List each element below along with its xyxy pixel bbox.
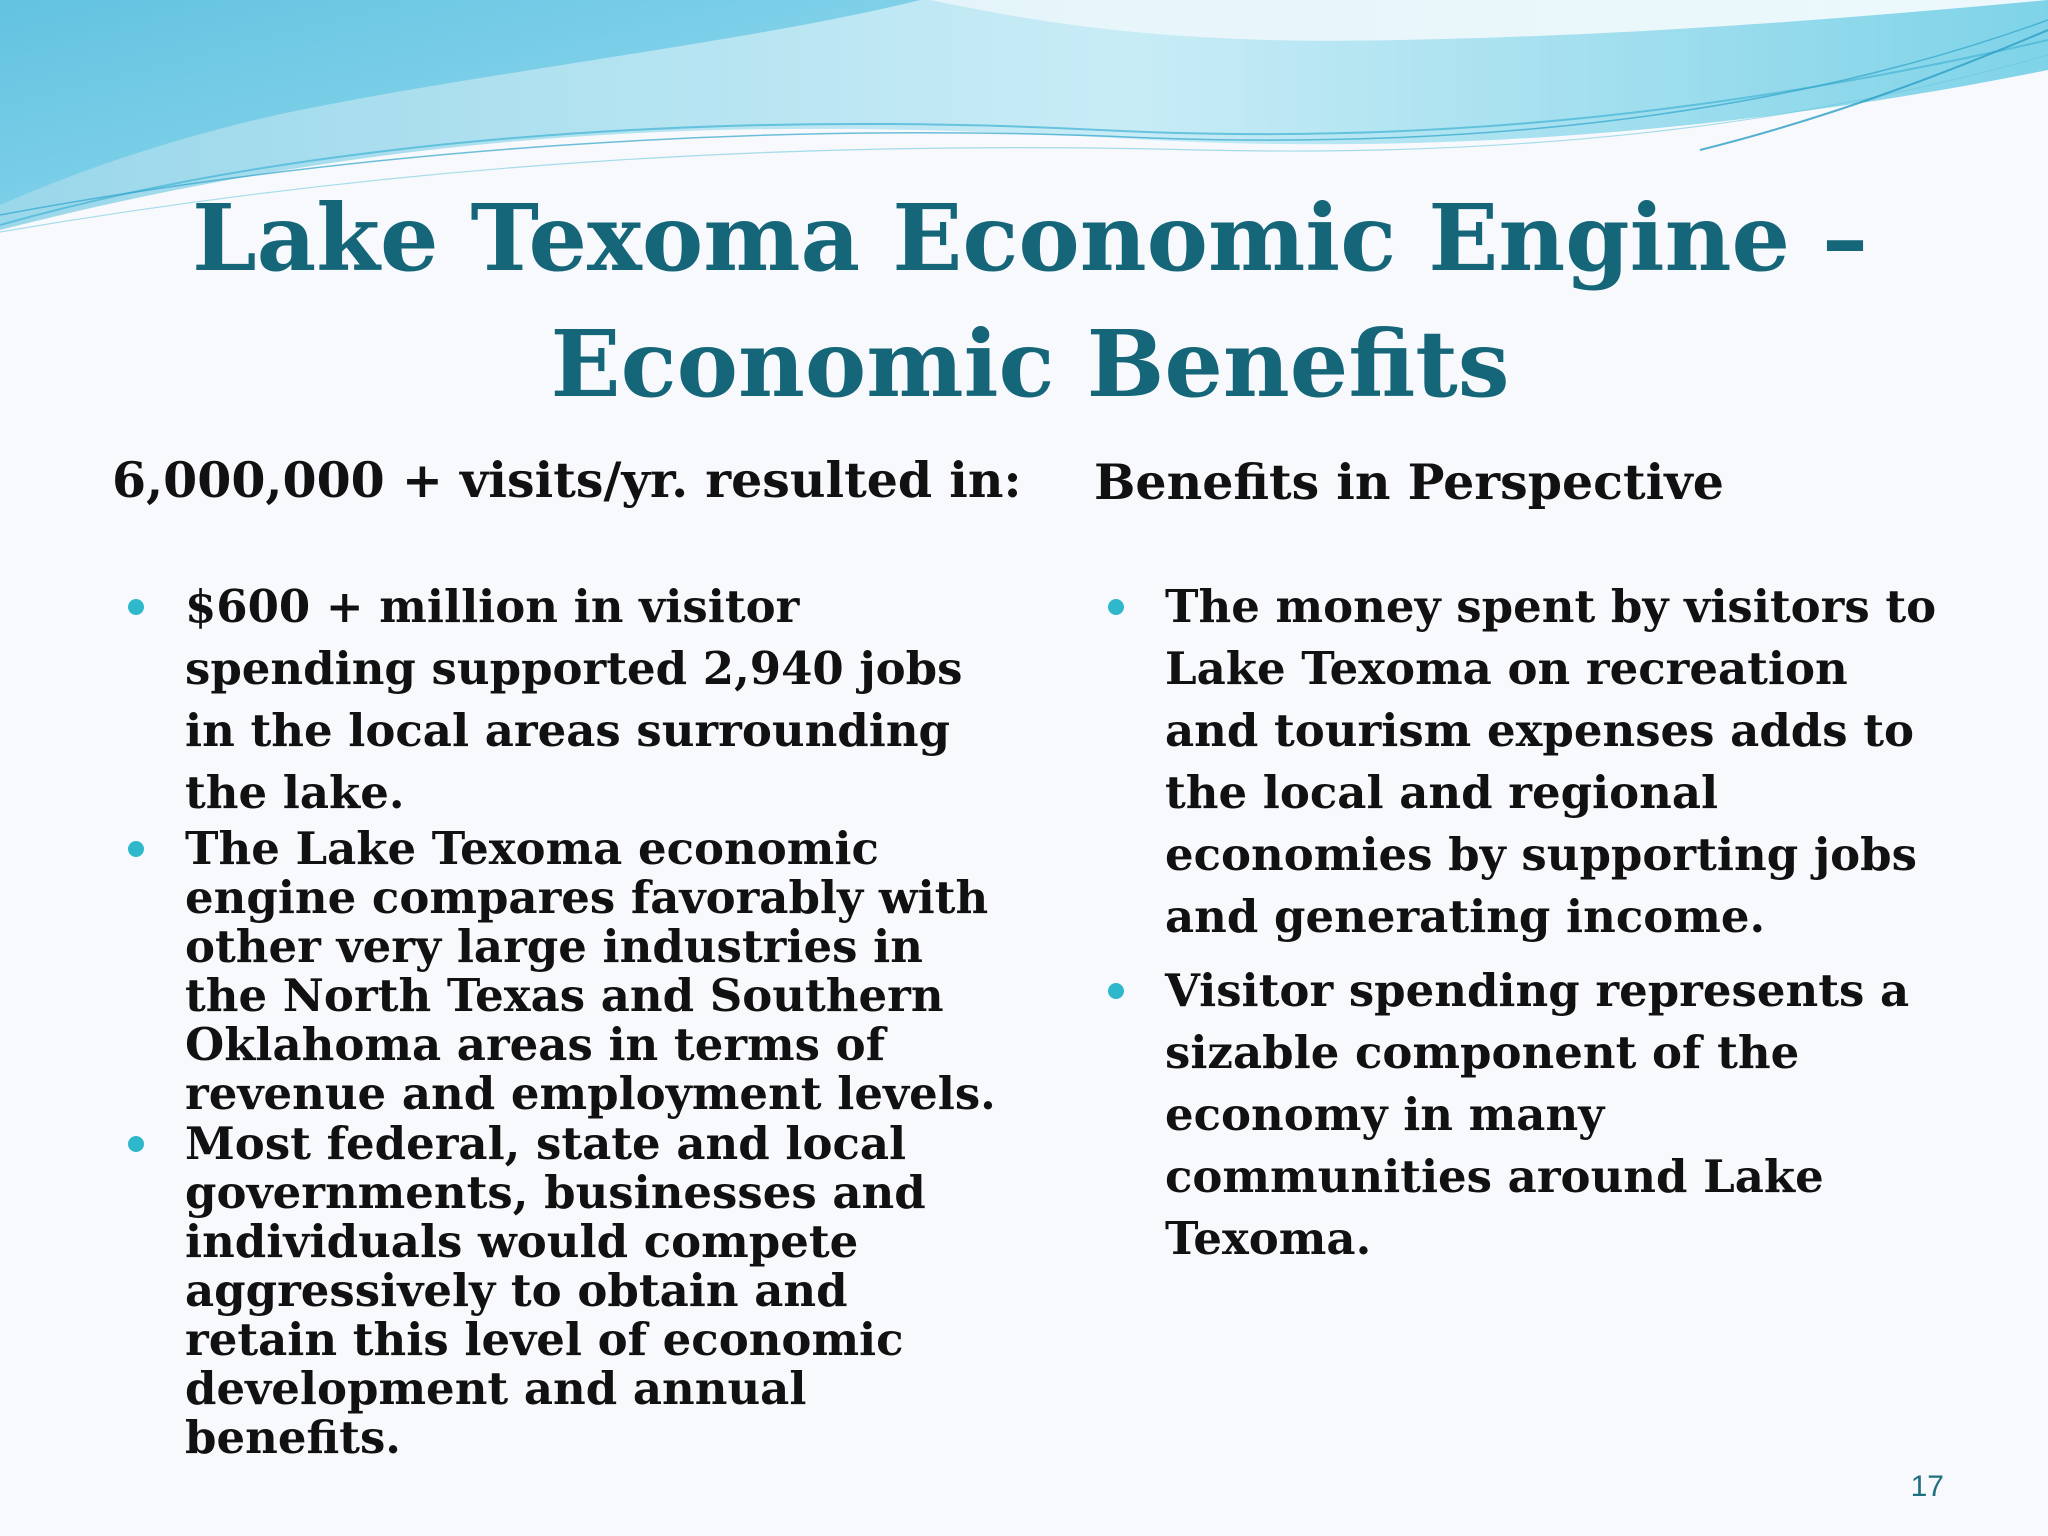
right-bullet-2 bbox=[1090, 960, 1940, 1270]
bullet-dot-icon bbox=[1108, 599, 1124, 615]
slide-title bbox=[120, 175, 1940, 427]
left-column bbox=[110, 450, 1022, 1464]
title-line-1: Lake Texoma Economic Engine – bbox=[191, 184, 1869, 292]
left-bullet-1-text: $600 + million in visitor spending supported 2,940 jobs in the local areas surrounding the lake. bbox=[185, 580, 963, 819]
bullet-dot-icon bbox=[1108, 983, 1124, 999]
right-column-heading: Benefits in Perspective bbox=[1094, 453, 1724, 511]
right-bullet-2-text: Visitor spending represents a sizable component of the economy in many communities around Lake Texoma. bbox=[1165, 964, 1910, 1265]
title-line-2: Economic Benefits bbox=[550, 310, 1510, 418]
right-column bbox=[1090, 450, 1940, 1270]
left-bullet-2-text: The Lake Texoma economic engine compares favorably with other very large industries in the North Texas and Southern Oklahoma areas in terms of revenue and employment levels. bbox=[185, 822, 996, 1120]
right-bullet-1-text: The money spent by visitors to Lake Texoma on recreation and tourism expenses adds to the local and regional economies by supporting jobs and generating income. bbox=[1165, 580, 1937, 943]
right-bullet-list bbox=[1090, 576, 1940, 1270]
left-bullet-2 bbox=[110, 824, 1010, 1118]
right-bullet-1 bbox=[1090, 576, 1940, 948]
bullet-dot-icon bbox=[128, 841, 144, 857]
bullet-dot-icon bbox=[128, 599, 144, 615]
left-bullet-list bbox=[110, 576, 1010, 1462]
left-bullet-3-text: Most federal, state and local governments, businesses and individuals would compete aggressively to obtain and retain this level of economic development and annual benefits. bbox=[185, 1117, 926, 1464]
left-bullet-1 bbox=[110, 576, 1010, 824]
left-bullet-3 bbox=[110, 1119, 1010, 1462]
left-column-heading: 6,000,000 + visits/yr. resulted in: bbox=[112, 451, 1022, 509]
page-number: 17 bbox=[1910, 1470, 1944, 1503]
bullet-dot-icon bbox=[128, 1136, 144, 1152]
